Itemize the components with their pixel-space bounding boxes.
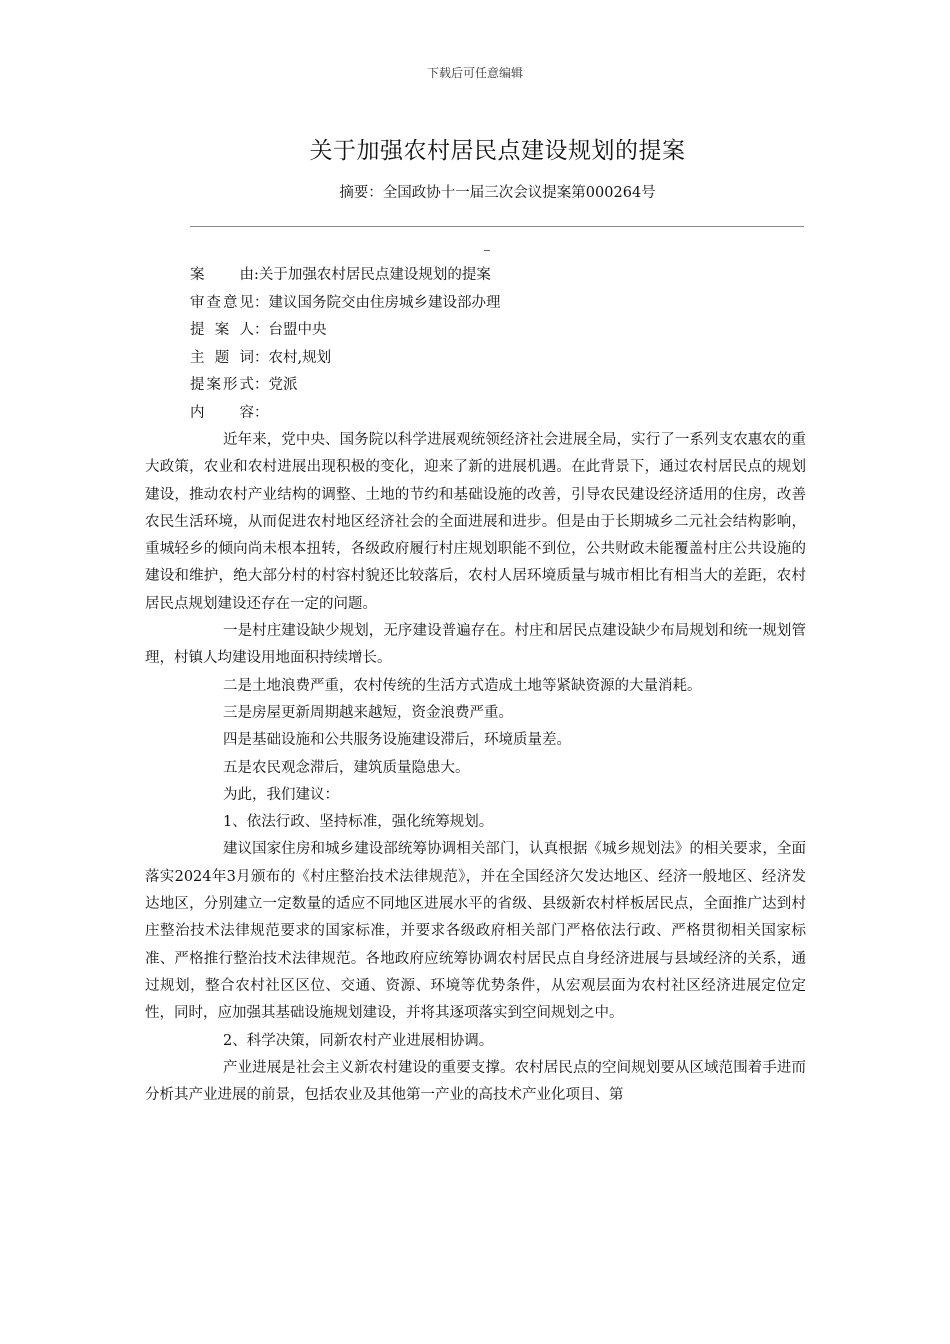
meta-row-review [190, 290, 790, 318]
meta-key: 提案人 [190, 322, 254, 339]
meta-value: 建议国务院交由住房城乡建设部办理 [268, 294, 501, 311]
meta-key: 内容 [190, 404, 254, 421]
paragraph-problem-2: 二是土地浪费严重，农村传统的生活方式造成土地等紧缺资源的大量消耗。 [223, 677, 702, 694]
meta-value: 党派 [268, 377, 298, 394]
meta-key: 审查意见 [190, 294, 254, 311]
paragraph-problem-1: 一是村庄建设缺少规划，无序建设普遍存在。村庄和居民点建设缺少布局规划和统一规划管理，村镇人均建设用地面积持续增长。 [145, 623, 806, 667]
meta-row-content [190, 400, 790, 428]
paragraph-suggestion-2: 产业进展是社会主义新农村建设的重要支撑。农村居民点的空间规划要从区域范围着手进而分析其产业进展的前景，包括农业及其他第一产业的高技术产业化项目、第 [145, 1059, 806, 1104]
meta-key: 主题词 [190, 349, 254, 366]
meta-row-proposer [190, 317, 790, 345]
meta-colon: : [254, 267, 259, 283]
header-note: 下载后可任意编辑 [426, 66, 523, 80]
paragraph-suggestion-intro: 为此，我们建议： [223, 786, 339, 803]
heading-suggestion-2: 2、科学决策，同新农村产业进展相协调。 [223, 1032, 494, 1049]
abstract-line: 摘要：全国政协十一届三次会议提案第000264号 [339, 185, 656, 201]
proposal-body [145, 427, 806, 1109]
meta-colon: ： [254, 349, 269, 366]
meta-value: 台盟中央 [268, 322, 327, 339]
document-title: 关于加强农村居民点建设规划的提案 [309, 138, 686, 164]
paragraph-problem-5: 五是农民观念滞后，建筑质量隐患大。 [223, 759, 470, 776]
meta-colon: ： [254, 377, 269, 394]
meta-key: 提案形式 [190, 377, 254, 394]
meta-row-form [190, 372, 790, 400]
meta-value: 农村,规划 [268, 349, 332, 366]
proposal-meta [190, 262, 790, 428]
meta-row-reason [190, 262, 790, 290]
paragraph-background: 近年来，党中央、国务院以科学进展观统领经济社会进展全局，实行了一系列支农惠农的重大政策，农业和农村进展出现积极的变化，迎来了新的进展机遇。在此背景下，通过农村居民点的规划建设，推动农村产业结构的调整、土地的节约和基础设施的改善，引导农民建设经济适用的住房，改善农民生活环境，从而促进农村地区经济社会的全面进展和进步。但是由于长期城乡二元社会结构影响，重城轻乡的倾向尚未根本扭转，各级政府履行村庄规划职能不到位，公共财政未能覆盖村庄公共设施的建设和维护，绝大部分村的村容村貌还比较落后，农村人居环境质量与城市相比有相当大的差距，农村居民点规划建设还存在一定的问题。 [145, 432, 806, 612]
meta-colon: ： [254, 294, 269, 311]
paragraph-problem-3: 三是房屋更新周期越来越短，资金浪费严重。 [223, 704, 513, 721]
divider-line [190, 226, 804, 227]
heading-suggestion-1: 1、依法行政、坚持标准，强化统筹规划。 [223, 814, 494, 831]
meta-colon: ： [254, 322, 269, 339]
meta-colon: ： [254, 404, 269, 421]
paragraph-suggestion-1: 建议国家住房和城乡建设部统筹协调相关部门，认真根据《城乡规划法》的相关要求，全面落实2024年3月颁布的《村庄整治技术法律规范》，并在全国经济欠发达地区、经济一般地区、经济发达地区，分别建立一定数量的适应不同地区进展水平的省级、县级新农村样板居民点，全面推广达到村庄整治技术法律规范要求的国家标准，并要求各级政府相关部门严格依法行政、严格贯彻相关国家标准、严格推行整治技术法律规范。各地政府应统筹协调农村居民点自身经济进展与县域经济的关系，通过规划，整合农村社区区位、交通、资源、环境等优势条件，从宏观层面为农村社区经济进展定位定性，同时，应加强其基础设施规划建设，并将其逐项落实到空间规划之中。 [145, 841, 806, 1022]
paragraph-problem-4: 四是基础设施和公共服务设施建设滞后，环境质量差。 [223, 732, 571, 749]
meta-value: 关于加强农村居民点建设规划的提案 [258, 267, 491, 283]
meta-row-keywords [190, 345, 790, 373]
divider-tick [484, 250, 490, 251]
meta-key: 案由 [190, 267, 254, 283]
